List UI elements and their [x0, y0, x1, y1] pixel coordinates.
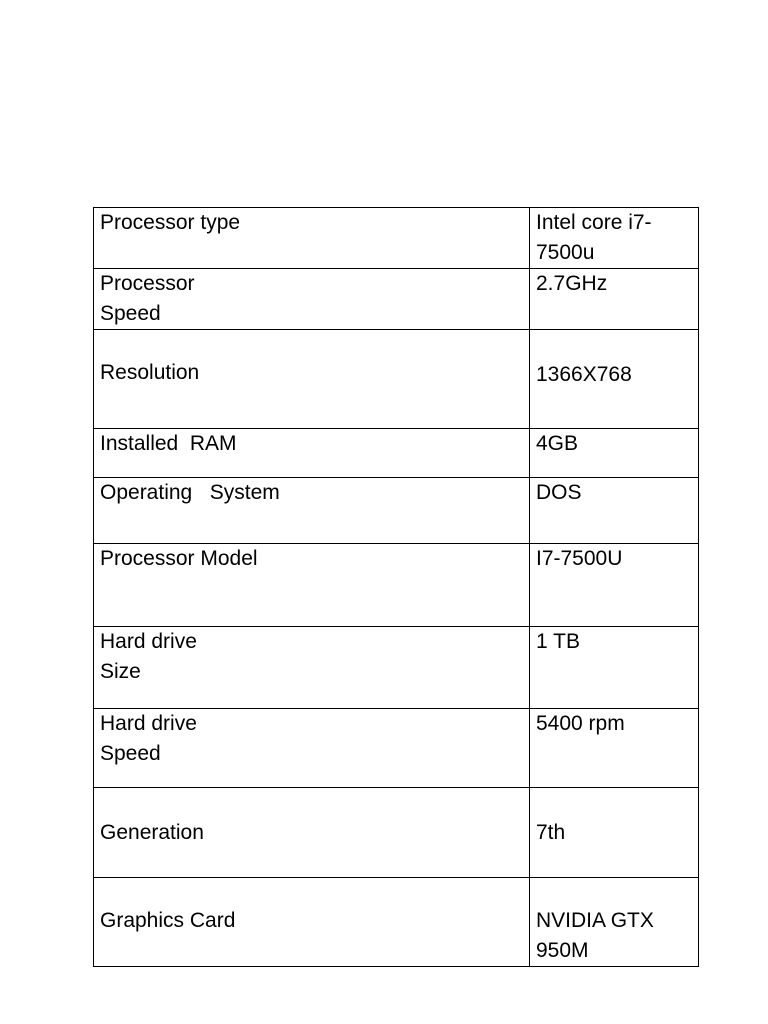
- row-label: Resolution: [94, 330, 530, 429]
- table-row: [94, 709, 699, 788]
- row-value: DOS: [530, 478, 699, 544]
- row-label: Hard drive Size: [94, 627, 530, 709]
- row-value: I7-7500U: [530, 544, 699, 627]
- row-label: Operating System: [94, 478, 530, 544]
- row-value: 4GB: [530, 429, 699, 478]
- row-label: Processor Speed: [94, 269, 530, 330]
- row-label: Hard drive Speed: [94, 709, 530, 788]
- row-value: 7th: [530, 788, 699, 878]
- table-row: [94, 544, 699, 627]
- table-row: [94, 269, 699, 330]
- specifications-table: [93, 207, 699, 967]
- table-row: [94, 478, 699, 544]
- row-label: Graphics Card: [94, 878, 530, 967]
- table-row: [94, 627, 699, 709]
- table-row: [94, 878, 699, 967]
- row-label: Processor type: [94, 208, 530, 269]
- table-row: [94, 330, 699, 429]
- row-value: NVIDIA GTX 950M: [530, 878, 699, 967]
- row-value: 1 TB: [530, 627, 699, 709]
- row-label: Processor Model: [94, 544, 530, 627]
- row-label: Generation: [94, 788, 530, 878]
- row-label: Installed RAM: [94, 429, 530, 478]
- row-value: 2.7GHz: [530, 269, 699, 330]
- row-value: 1366X768: [530, 330, 699, 429]
- row-value: 5400 rpm: [530, 709, 699, 788]
- table-row: [94, 429, 699, 478]
- row-value: Intel core i7- 7500u: [530, 208, 699, 269]
- table-row: [94, 788, 699, 878]
- table-row: [94, 208, 699, 269]
